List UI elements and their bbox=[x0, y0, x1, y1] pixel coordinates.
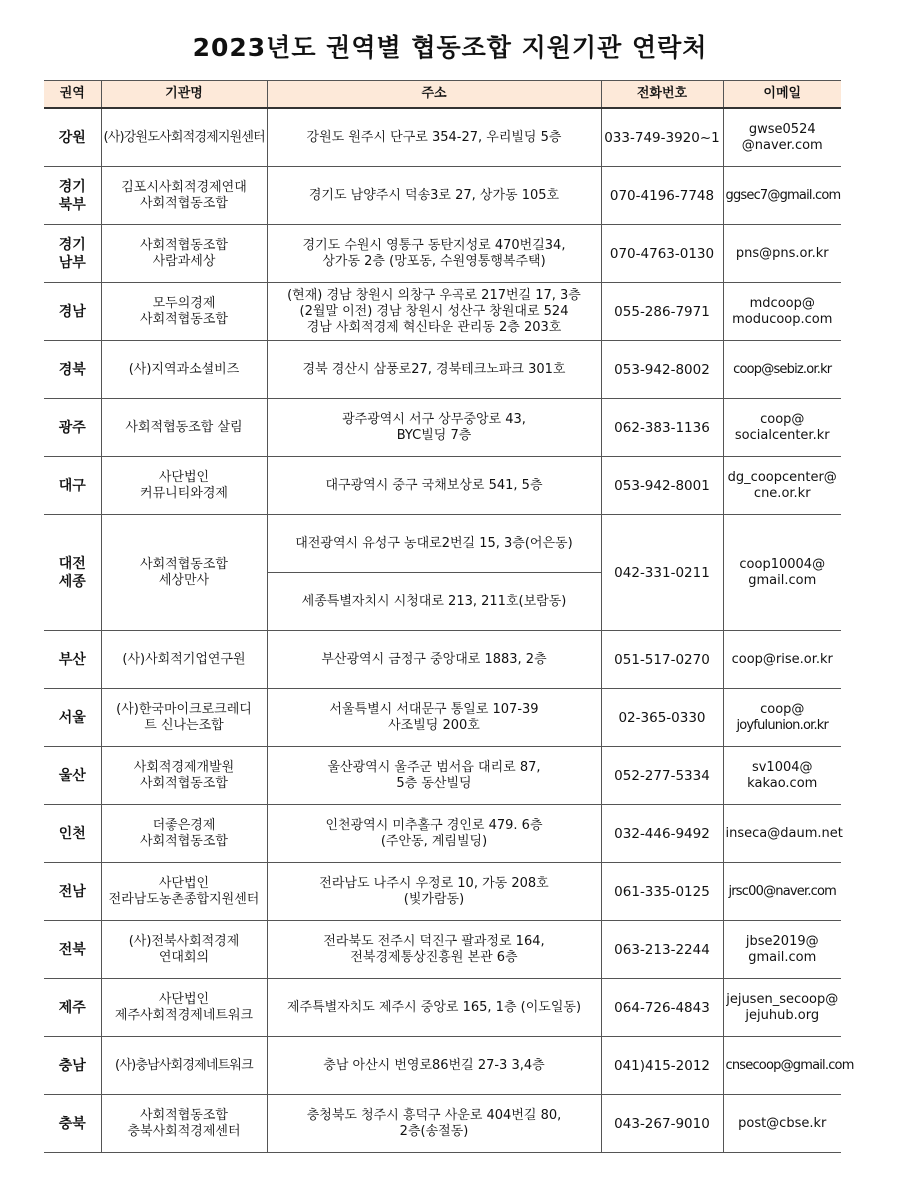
address-cell-line: 인천광역시 미추홀구 경인로 479. 6층 bbox=[325, 817, 543, 833]
phone-cell: 043-267-9010 bbox=[601, 1095, 723, 1153]
region-cell-line: 경기 bbox=[58, 236, 86, 253]
org-name-cell bbox=[101, 515, 267, 631]
org-name-cell-line: 사회적협동조합 bbox=[140, 833, 228, 849]
org-name-cell bbox=[101, 1095, 267, 1153]
org-name-cell bbox=[101, 631, 267, 689]
phone-cell: 070-4763-0130 bbox=[601, 225, 723, 283]
table-row bbox=[44, 631, 841, 689]
phone-cell: 061-335-0125 bbox=[601, 863, 723, 921]
table-row bbox=[44, 747, 841, 805]
header-phone: 전화번호 bbox=[601, 81, 723, 109]
address-cell bbox=[267, 747, 601, 805]
org-name-cell-line: 김포시사회적경제연대 bbox=[121, 179, 247, 195]
org-name-cell-line: 사회적협동조합 bbox=[140, 1107, 228, 1123]
table-row bbox=[44, 341, 841, 399]
org-name-cell-line: (사)강원도사회적경제지원센터 bbox=[103, 129, 265, 145]
region-cell bbox=[44, 515, 101, 631]
email-cell-line: inseca@daum.net bbox=[725, 825, 843, 841]
address-cell-line: 전북경제통상진흥원 본관 6층 bbox=[350, 949, 518, 965]
header-region: 권역 bbox=[44, 81, 101, 109]
org-name-cell-line: 세상만사 bbox=[158, 572, 210, 588]
email-cell bbox=[723, 108, 841, 167]
email-cell-line: post@cbse.kr bbox=[738, 1115, 827, 1131]
address-cell-line: 강원도 원주시 단구로 354-27, 우리빌딩 5층 bbox=[306, 129, 562, 145]
header-address: 주소 bbox=[267, 81, 601, 109]
contact-table bbox=[44, 80, 854, 1153]
address-cell-line: 전라남도 나주시 우정로 10, 가동 208호 bbox=[319, 875, 549, 891]
address-cell-line: 제주특별자치도 제주시 중앙로 165, 1층 (이도일동) bbox=[286, 999, 582, 1015]
email-cell bbox=[723, 515, 841, 631]
org-name-cell-line: 사회적협동조합 bbox=[140, 311, 228, 327]
address-cell bbox=[267, 341, 601, 399]
region-cell bbox=[44, 747, 101, 805]
address-cell-line: 경북 경산시 삼풍로27, 경북테크노파크 301호 bbox=[302, 361, 566, 377]
table-row bbox=[44, 167, 841, 225]
address-cell-line: (2월말 이전) 경남 창원시 성산구 창원대로 524 bbox=[299, 303, 569, 319]
phone-cell: 02-365-0330 bbox=[601, 689, 723, 747]
address-cell bbox=[267, 979, 601, 1037]
org-name-cell-line: (사)사회적기업연구원 bbox=[122, 651, 246, 667]
address-cell-line: 대전광역시 유성구 농대로2번길 15, 3층(어은동) bbox=[295, 535, 573, 551]
region-cell-line: 울산 bbox=[58, 767, 86, 784]
email-cell-line: jbse2019@ bbox=[745, 933, 819, 949]
table-row bbox=[44, 283, 841, 341]
address-cell-line: 경남 사회적경제 혁신타운 관리동 2층 203호 bbox=[306, 319, 562, 335]
address-cell bbox=[267, 1037, 601, 1095]
region-cell-line: 부산 bbox=[58, 651, 86, 668]
org-name-cell-line: 사단법인 bbox=[158, 875, 210, 891]
address-cell-line: 세종특별자치시 시청대로 213, 211호(보람동) bbox=[301, 593, 567, 609]
org-name-cell-line: (사)전북사회적경제 bbox=[128, 933, 240, 949]
org-name-cell-line: 모두의경제 bbox=[152, 295, 216, 311]
address-cell-line: 경기도 수원시 영통구 동탄지성로 470번길34, bbox=[302, 237, 566, 253]
table-row bbox=[44, 108, 841, 167]
email-cell-line: coop10004@ bbox=[739, 556, 826, 572]
region-cell bbox=[44, 341, 101, 399]
region-cell bbox=[44, 225, 101, 283]
phone-cell: 042-331-0211 bbox=[601, 515, 723, 631]
region-cell-line: 전남 bbox=[58, 883, 86, 900]
address-cell-line: 경기도 남양주시 덕송3로 27, 상가동 105호 bbox=[308, 187, 560, 203]
region-cell-line: 광주 bbox=[58, 419, 86, 436]
phone-cell: 053-942-8002 bbox=[601, 341, 723, 399]
org-name-cell-line: (사)충남사회경제네트워크 bbox=[115, 1057, 253, 1073]
header-name: 기관명 bbox=[101, 81, 267, 109]
org-name-cell-line: 사단법인 bbox=[158, 991, 210, 1007]
email-cell bbox=[723, 1095, 841, 1153]
region-cell bbox=[44, 689, 101, 747]
org-name-cell-line: 사회적협동조합 bbox=[140, 556, 228, 572]
email-cell-line: gwse0524 bbox=[748, 121, 816, 137]
org-name-cell-line: 사회적협동조합 bbox=[140, 775, 228, 791]
address-cell bbox=[267, 167, 601, 225]
phone-cell: 055-286-7971 bbox=[601, 283, 723, 341]
region-cell bbox=[44, 167, 101, 225]
region-cell bbox=[44, 108, 101, 167]
address-cell-line: 상가동 2층 (망포동, 수원영통행복주택) bbox=[322, 253, 546, 269]
org-name-cell bbox=[101, 108, 267, 167]
address-cell bbox=[267, 283, 601, 341]
address-cell bbox=[267, 689, 601, 747]
region-cell-line: 세종 bbox=[58, 573, 86, 590]
email-cell bbox=[723, 631, 841, 689]
email-cell bbox=[723, 457, 841, 515]
email-cell-line: pns@pns.or.kr bbox=[735, 245, 829, 261]
table-row bbox=[44, 1095, 841, 1153]
address-cell bbox=[267, 573, 601, 631]
address-cell bbox=[267, 515, 601, 573]
email-cell-line: socialcenter.kr bbox=[734, 427, 830, 443]
email-cell bbox=[723, 399, 841, 457]
address-cell bbox=[267, 921, 601, 979]
org-name-cell bbox=[101, 225, 267, 283]
address-cell bbox=[267, 863, 601, 921]
email-cell-line: gmail.com bbox=[748, 949, 817, 965]
region-cell-line: 경기 bbox=[58, 178, 86, 195]
email-cell-line: moducoop.com bbox=[732, 311, 833, 327]
org-name-cell-line: 사회적협동조합 살림 bbox=[125, 419, 243, 435]
phone-cell: 052-277-5334 bbox=[601, 747, 723, 805]
address-cell-line: (현재) 경남 창원시 의창구 우곡로 217번길 17, 3층 bbox=[287, 287, 581, 303]
table-row bbox=[44, 515, 841, 573]
phone-cell: 051-517-0270 bbox=[601, 631, 723, 689]
email-cell bbox=[723, 921, 841, 979]
address-cell-line: 울산광역시 울주군 범서읍 대리로 87, bbox=[327, 759, 541, 775]
org-name-cell-line: (사)한국마이크로크레디 bbox=[116, 701, 252, 717]
email-cell bbox=[723, 225, 841, 283]
email-cell-line: coop@ bbox=[760, 701, 805, 717]
region-cell bbox=[44, 283, 101, 341]
email-cell-line: cne.or.kr bbox=[753, 485, 811, 501]
phone-cell: 070-4196-7748 bbox=[601, 167, 723, 225]
org-name-cell-line: 커뮤니티와경제 bbox=[140, 485, 228, 501]
table-row bbox=[44, 689, 841, 747]
region-cell bbox=[44, 979, 101, 1037]
region-cell-line: 충북 bbox=[58, 1115, 86, 1132]
email-cell bbox=[723, 805, 841, 863]
region-cell bbox=[44, 399, 101, 457]
table-body bbox=[44, 108, 854, 1153]
org-name-cell-line: 사회적협동조합 bbox=[140, 195, 228, 211]
region-cell bbox=[44, 1037, 101, 1095]
org-name-cell-line: 사회적협동조합 bbox=[140, 237, 228, 253]
region-cell-line: 충남 bbox=[58, 1057, 86, 1074]
phone-cell: 062-383-1136 bbox=[601, 399, 723, 457]
region-cell-line: 전북 bbox=[58, 941, 86, 958]
address-cell-line: 충청북도 청주시 흥덕구 사운로 404번길 80, bbox=[306, 1107, 562, 1123]
email-cell-line: @naver.com bbox=[741, 137, 823, 153]
org-name-cell-line: 사회적경제개발원 bbox=[133, 759, 235, 775]
email-cell-line: jejuhub.org bbox=[745, 1007, 820, 1023]
region-cell-line: 경남 bbox=[58, 303, 86, 320]
email-cell-line: gmail.com bbox=[748, 572, 817, 588]
region-cell-line: 대구 bbox=[58, 477, 86, 494]
address-cell-line: 2층(송절동) bbox=[399, 1123, 469, 1139]
email-cell-line: dg_coopcenter@ bbox=[727, 469, 837, 485]
email-cell bbox=[723, 863, 841, 921]
address-cell bbox=[267, 399, 601, 457]
region-cell-line: 대전 bbox=[58, 555, 86, 572]
email-cell bbox=[723, 341, 841, 399]
page-title: 2023년도 권역별 협동조합 지원기관 연락처 bbox=[192, 33, 708, 62]
org-name-cell bbox=[101, 979, 267, 1037]
table-row bbox=[44, 979, 841, 1037]
address-cell bbox=[267, 1095, 601, 1153]
phone-cell: 053-942-8001 bbox=[601, 457, 723, 515]
address-cell bbox=[267, 805, 601, 863]
email-cell-line: ggsec7@gmail.com bbox=[725, 187, 841, 203]
region-cell bbox=[44, 863, 101, 921]
email-cell-line: jejusen_secoop@ bbox=[726, 991, 839, 1007]
org-name-cell bbox=[101, 689, 267, 747]
org-name-cell-line: 더좋은경제 bbox=[152, 817, 216, 833]
email-cell-line: sv1004@ bbox=[751, 759, 813, 775]
org-name-cell bbox=[101, 805, 267, 863]
email-cell-line: jrsc00@naver.com bbox=[728, 883, 837, 899]
org-name-cell bbox=[101, 921, 267, 979]
table-row bbox=[44, 457, 841, 515]
address-cell bbox=[267, 108, 601, 167]
org-name-cell bbox=[101, 1037, 267, 1095]
address-cell-line: 서울특별시 서대문구 통일로 107-39 bbox=[329, 701, 539, 717]
table-row bbox=[44, 1037, 841, 1095]
email-cell bbox=[723, 283, 841, 341]
address-cell-line: 5층 동산빌딩 bbox=[396, 775, 472, 791]
address-cell-line: 부산광역시 금정구 중앙대로 1883, 2층 bbox=[321, 651, 547, 667]
region-cell-line: 인천 bbox=[58, 825, 86, 842]
table-row bbox=[44, 805, 841, 863]
address-cell bbox=[267, 631, 601, 689]
org-name-cell-line: 연대회의 bbox=[158, 949, 210, 965]
address-cell-line: 사조빌딩 200호 bbox=[388, 717, 480, 733]
email-cell-line: joyfulunion.or.kr bbox=[736, 717, 829, 733]
phone-cell: 063-213-2244 bbox=[601, 921, 723, 979]
address-cell-line: 전라북도 전주시 덕진구 팔과정로 164, bbox=[323, 933, 545, 949]
region-cell-line: 제주 bbox=[58, 999, 86, 1016]
email-cell-line: kakao.com bbox=[747, 775, 818, 791]
phone-cell: 064-726-4843 bbox=[601, 979, 723, 1037]
phone-cell: 033-749-3920~1 bbox=[601, 108, 723, 167]
address-cell bbox=[267, 225, 601, 283]
org-name-cell bbox=[101, 457, 267, 515]
org-name-cell bbox=[101, 283, 267, 341]
org-name-cell bbox=[101, 399, 267, 457]
org-name-cell-line: 사단법인 bbox=[158, 469, 210, 485]
phone-cell: 032-446-9492 bbox=[601, 805, 723, 863]
org-name-cell-line: (사)지역과소셜비즈 bbox=[128, 361, 240, 377]
address-cell-line: (주안동, 계림빌딩) bbox=[380, 833, 488, 849]
org-name-cell-line: 전라남도농촌종합지원센터 bbox=[108, 891, 260, 907]
email-cell-line: coop@sebiz.or.kr bbox=[733, 361, 832, 377]
region-cell-line: 강원 bbox=[58, 129, 86, 146]
email-cell-line: mdcoop@ bbox=[749, 295, 815, 311]
region-cell bbox=[44, 1095, 101, 1153]
org-name-cell bbox=[101, 863, 267, 921]
org-name-cell bbox=[101, 167, 267, 225]
email-cell-line: coop@ bbox=[760, 411, 805, 427]
org-name-cell bbox=[101, 341, 267, 399]
address-cell-line: 광주광역시 서구 상무중앙로 43, bbox=[342, 411, 526, 427]
email-cell bbox=[723, 747, 841, 805]
region-cell bbox=[44, 631, 101, 689]
address-cell-line: BYC빌딩 7층 bbox=[396, 427, 472, 443]
table-row bbox=[44, 863, 841, 921]
org-name-cell-line: 충북사회적경제센터 bbox=[127, 1123, 241, 1139]
org-name-cell-line: 트 신나는조합 bbox=[144, 717, 224, 733]
table-row bbox=[44, 225, 841, 283]
region-cell-line: 북부 bbox=[58, 196, 86, 213]
org-name-cell-line: 사람과세상 bbox=[152, 253, 216, 269]
email-cell-line: cnsecoop@gmail.com bbox=[725, 1057, 854, 1073]
address-cell-line: 대구광역시 중구 국채보상로 541, 5층 bbox=[325, 477, 543, 493]
email-cell-line: coop@rise.or.kr bbox=[731, 651, 833, 667]
table-row bbox=[44, 921, 841, 979]
email-cell bbox=[723, 1037, 854, 1095]
region-cell bbox=[44, 921, 101, 979]
phone-cell: 041)415-2012 bbox=[601, 1037, 723, 1095]
region-cell-line: 남부 bbox=[58, 254, 86, 271]
address-cell-line: 충남 아산시 번영로86번길 27-3 3,4층 bbox=[323, 1057, 545, 1073]
email-cell bbox=[723, 979, 841, 1037]
region-cell-line: 서울 bbox=[58, 709, 86, 726]
email-cell bbox=[723, 689, 841, 747]
org-name-cell-line: 제주사회적경제네트워크 bbox=[114, 1007, 254, 1023]
region-cell bbox=[44, 457, 101, 515]
region-cell-line: 경북 bbox=[58, 361, 86, 378]
region-cell bbox=[44, 805, 101, 863]
table-row bbox=[44, 399, 841, 457]
header-email: 이메일 bbox=[723, 81, 841, 109]
org-name-cell bbox=[101, 747, 267, 805]
table-header-row bbox=[44, 81, 841, 109]
address-cell-line: (빛가람동) bbox=[403, 891, 465, 907]
email-cell bbox=[723, 167, 841, 225]
address-cell bbox=[267, 457, 601, 515]
